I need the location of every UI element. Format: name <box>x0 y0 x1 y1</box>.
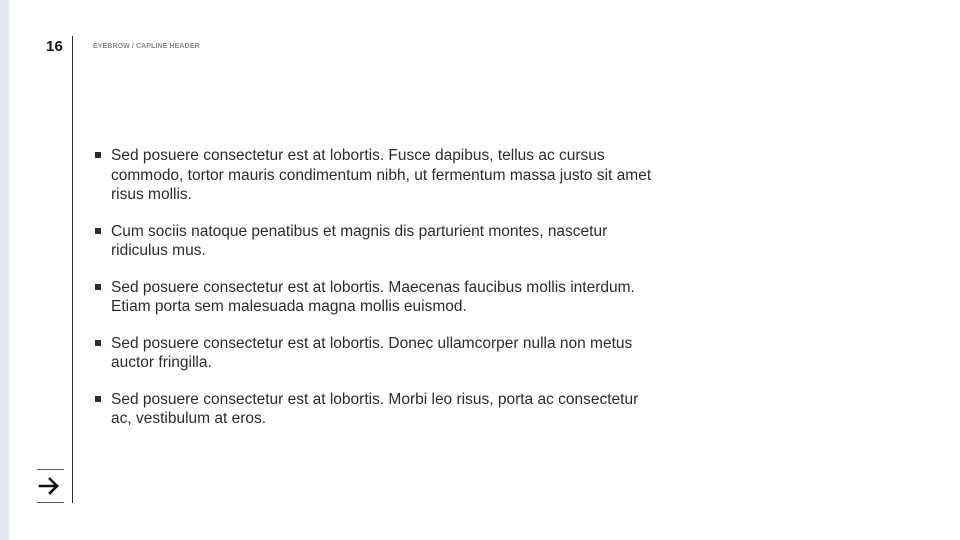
bullet-item <box>93 278 653 317</box>
nav-bottom-rule <box>37 502 64 503</box>
bullet-text: Sed posuere consectetur est at lobortis. Donec ullamcorper nulla non metus auctor fringilla. <box>111 334 633 371</box>
left-accent-band <box>0 0 9 540</box>
square-bullet-icon <box>95 228 101 234</box>
bullet-item <box>93 222 653 261</box>
vertical-divider <box>72 36 73 503</box>
square-bullet-icon <box>95 396 101 402</box>
eyebrow-header: EYEBROW / CAPLINE HEADER <box>93 43 200 50</box>
next-slide-button[interactable] <box>38 475 62 497</box>
bullet-list <box>93 146 653 446</box>
arrow-right-icon <box>38 475 62 497</box>
bullet-text: Sed posuere consectetur est at lobortis. Maecenas faucibus mollis interdum. Etiam porta sem malesuada magna mollis euismod. <box>111 278 635 315</box>
bullet-text: Sed posuere consectetur est at lobortis. Fusce dapibus, tellus ac cursus commodo, tortor mauris condimentum nibh, ut fermentum massa justo sit amet risus mollis. <box>111 147 652 203</box>
square-bullet-icon <box>95 284 101 290</box>
square-bullet-icon <box>95 152 101 158</box>
bullet-text: Sed posuere consectetur est at lobortis. Morbi leo risus, porta ac consectetur ac, vestibulum at eros. <box>111 390 639 427</box>
bullet-item <box>93 146 653 205</box>
bullet-item <box>93 334 653 373</box>
square-bullet-icon <box>95 340 101 346</box>
nav-top-rule <box>37 469 64 470</box>
bullet-item <box>93 390 653 429</box>
page-number: 16 <box>46 38 64 55</box>
bullet-text: Cum sociis natoque penatibus et magnis dis parturient montes, nascetur ridiculus mus. <box>111 222 608 259</box>
